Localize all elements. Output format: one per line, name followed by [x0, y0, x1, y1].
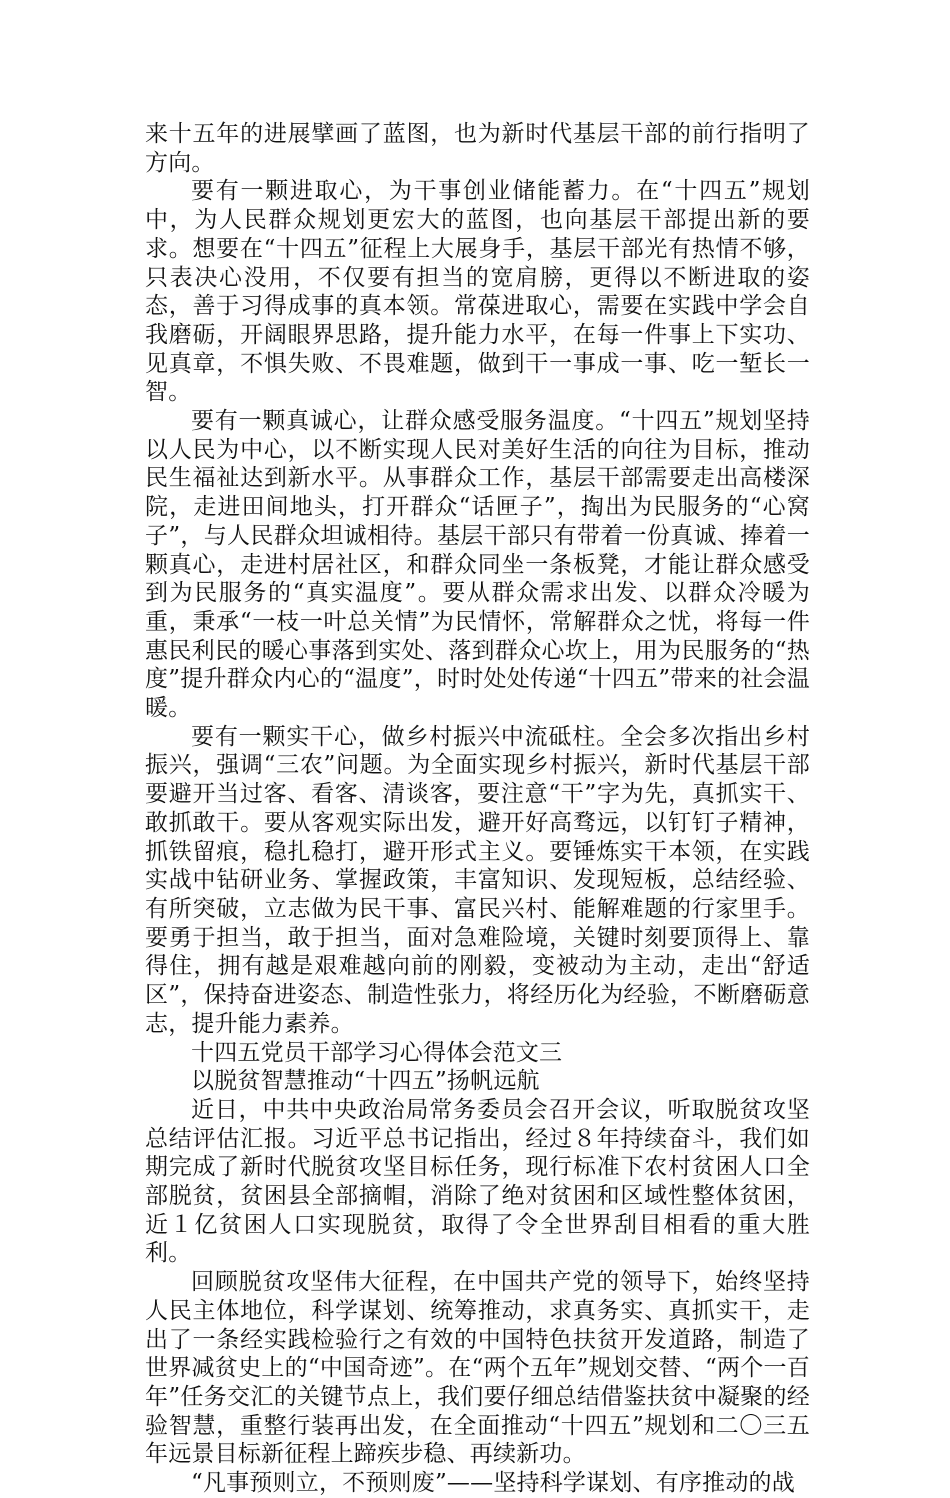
paragraph-sincere-heart: 要有一颗真诚心，让群众感受服务温度。“十四五”规划坚持以人民为中心，以不断实现人民对美好生活的向往为目标，推动民生福祉达到新水平。从事群众工作，基层干部需要走出高楼深院，走进田间地头，打开群众“话匣子”，掏出为民服务的“心窝子”，与人民群众坦诚相待。基层干部只有带着一份真诚、捧着一颗真心，走进村居社区，和群众同坐一条板凳，才能让群众感受到为民服务的“真实温度”。要从群众需求出发、以群众冷暖为重，秉承“一枝一叶总关情”为民情怀，常解群众之忧，将每一件惠民利民的暖心事落到实处、落到群众心坎上，用为民服务的“热度”提升群众内心的“温度”，时时处处传递“十四五”带来的社会温暖。	[145, 408, 810, 722]
paragraph-continuation: 来十五年的进展擘画了蓝图，也为新时代基层干部的前行指明了方向。	[145, 121, 810, 176]
section-title: 十四五党员干部学习心得体会范文三	[191, 1039, 563, 1066]
paragraph-progress-heart: 要有一颗进取心，为干事创业储能蓄力。在“十四五”规划中，为人民群众规划更宏大的蓝图，也向基层干部提出新的要求。想要在“十四五”征程上大展身手，基层干部光有热情不够，只表决心没用，不仅要有担当的宽肩膀，更得以不断进取的姿态，善于习得成事的真本领。常葆进取心，需要在实践中学会自我磨砺，开阔眼界思路，提升能力水平，在每一件事上下实功、见真章，不惧失败、不畏难题，做到干一事成一事、吃一堑长一智。	[145, 178, 810, 406]
document-body	[145, 120, 810, 1498]
paragraph-review: 回顾脱贫攻坚伟大征程，在中国共产党的领导下，始终坚持人民主体地位，科学谋划、统筹推动，求真务实、真抓实干，走出了一条经实践检验行之有效的中国特色扶贫开发道路，制造了世界减贫史上的“中国奇迹”。在“两个五年”规划交替、“两个一百年”任务交汇的关键节点上，我们要仔细总结借鉴扶贫中凝聚的经验智慧，重整行装再出发，在全面推动“十四五”规划和二〇三五年远景目标新征程上蹄疾步稳、再续新功。	[145, 1269, 810, 1468]
paragraph-recent-meeting: 近日，中共中央政治局常务委员会召开会议，听取脱贫攻坚总结评估汇报。习近平总书记指出，经过８年持续奋斗，我们如期完成了新时代脱贫攻坚目标任务，现行标准下农村贫困人口全部脱贫，贫困县全部摘帽，消除了绝对贫困和区域性整体贫困，近１亿贫困人口实现脱贫，取得了令全世界刮目相看的重大胜利。	[145, 1096, 810, 1267]
paragraph-practical-heart: 要有一颗实干心，做乡村振兴中流砥柱。全会多次指出乡村振兴，强调“三农”问题。为全面实现乡村振兴，新时代基层干部要避开当过客、看客、清谈客，要注意“干”字为先，真抓实干、敢抓敢干。要从客观实际出发，避开好高骛远，以钉钉子精神，抓铁留痕，稳扎稳打，避开形式主义。要锤炼实干本领，在实践实战中钻研业务、掌握政策，丰富知识、发现短板，总结经验、有所突破，立志做为民干事、富民兴村、能解难题的行家里手。要勇于担当，敢于担当，面对急难险境，关键时刻要顶得上、靠得住，拥有越是艰难越向前的刚毅，变被动为主动，走出“舒适区”，保持奋进姿态、制造性张力，将经历化为经验，不断磨砺意志，提升能力素养。	[145, 723, 810, 1037]
essay-title: 以脱贫智慧推动“十四五”扬帆远航	[191, 1068, 540, 1095]
paragraph-planning: “凡事预则立，不预则废”——坚持科学谋划、有序推动的战	[191, 1470, 795, 1497]
